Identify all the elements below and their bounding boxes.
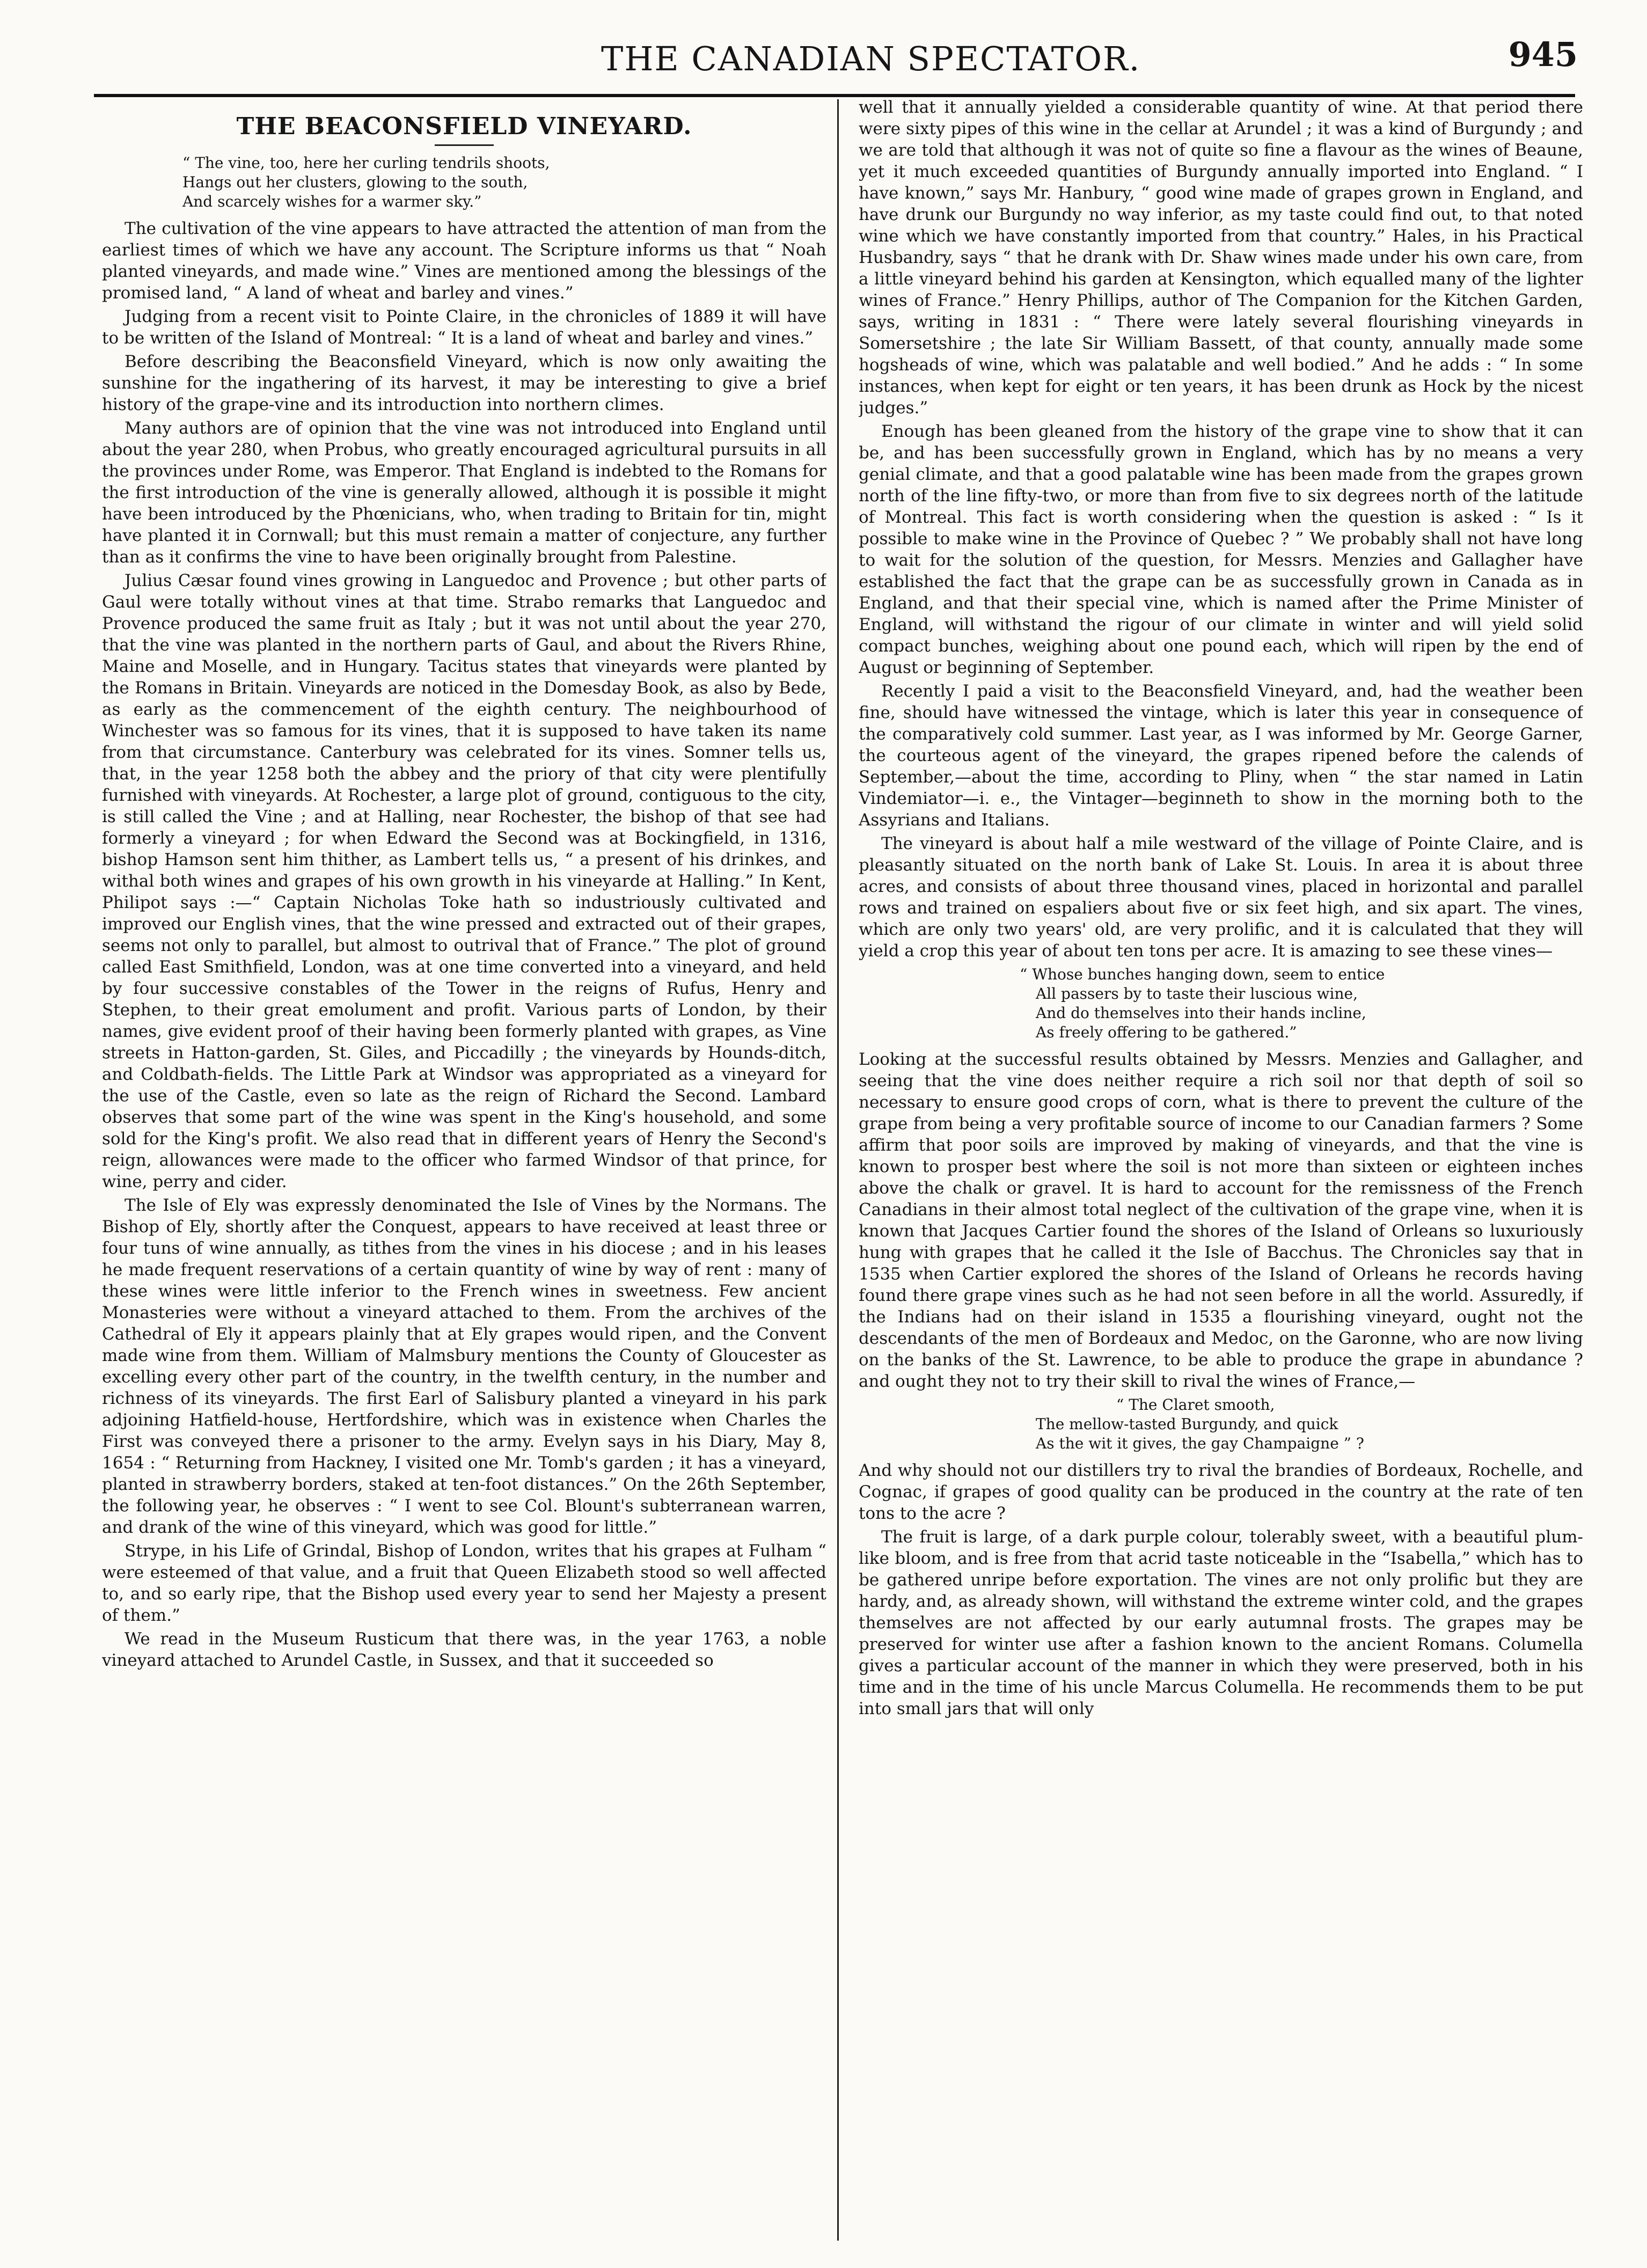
verse-line: As freely offering to be gathered.” — [1036, 1023, 1297, 1041]
paragraph: Julius Cæsar found vines growing in Languedoc and Provence ; but other parts of Gaul were totally without vines at that time. Strabo remarks that Languedoc and Provence produced the same fruit as Italy ; but it was not until about the year 270, that the vine was planted in the northern parts of Gaul, and about the Rivers Rhine, Maine and Moselle, and in Hungary. Tacitus states that vineyards were planted by the Romans in Britain. Vineyards are noticed in the Domesday Book, as also by Bede, as early as the commencement of the eighth century. The neighbourhood of Winchester was so famous for its vines, that it is supposed to have taken its name from that circumstance. Canterbury was celebrated for its vines. Somner tells us, that, in the year 1258 both the abbey and the priory of that city were plentifully furnished with vineyards. At Rochester, a large plot of ground, contiguous to the city, is still called the Vine ; and at Halling, near Rochester, the bishop of that see had formerly a vineyard ; for when Edward the Second was at Bockingfield, in 1316, bishop Hamson sent him thither, as Lambert tells us, “ a present of his drinkes, and withal both wines and grapes of his own growth in his vineyarde at Halling.” In Kent, Philipot says :—“ Captain Nicholas Toke hath so industriously cultivated and improved our English vines, that the wine pressed and extracted out of their grapes, seems not only to parallel, but almost to outrival that of France.” The plot of ground called East Smithfield, London, was at one time converted into a vineyard, and held by four successive constables of the Tower in the reigns of Rufus, Henry and Stephen, to their great emolument and profit. Various parts of London, by their names, give evident proof of their having been formerly planted with grapes, as Vine streets in Hatton-garden, St. Giles, and Piccadilly ; the vineyards by Hounds-ditch, and Coldbath-fields. The Little Park at Windsor was appropriated as a vineyard for the use of the Castle, even so late as the reign of Richard the Second. Lambard observes that some part of the wine was spent in the King's household, and some sold for the King's profit. We also read that in different years of Henry the Second's reign, allowances were made to the officer who farmed Windsor of that prince, for wine, perry and cider. — [102, 571, 826, 1191]
paragraph: well that it annually yielded a considerable quantity of wine. At that period there were sixty pipes of this wine in the cellar at Arundel ; it was a kind of Burgundy ; and we are told that although it was not of quite so fine a flavour as the wines of Beaune, yet it much exceeded quantities of Burgundy annually imported into England. “ I have known,” says Mr. Hanbury, “ good wine made of grapes grown in England, and have drunk our Burgundy no way inferior, as my taste could find out, to that noted wine which we have constantly imported from that country.” Hales, in his Practical Husbandry, says “ that he drank with Dr. Shaw wines made under his own care, from a little vineyard behind his garden at Kensington, which equalled many of the lighter wines of France.” Henry Phillips, author of The Companion for the Kitchen Garden, says, writing in 1831 : “ There were lately several flourishing vineyards in Somersetshire ; the late Sir William Bassett, of that county, annually made some hogsheads of wine, which was palatable and well bodied.” And he adds : “ In some instances, when kept for eight or ten years, it has been drunk as Hock by the nicest judges.” — [859, 98, 1583, 418]
verse-line: “ The Claret smooth, — [1116, 1396, 1275, 1414]
paragraph: Judging from a recent visit to Pointe Claire, in the chronicles of 1889 it will have to be written of the Island of Montreal: “ It is a land of wheat and barley and vines.” — [102, 307, 826, 348]
epigraph-line: And scarcely wishes for a warmer sky.” — [182, 193, 482, 210]
page-number: 945 — [1508, 35, 1578, 74]
left-column — [102, 97, 826, 2243]
right-column — [859, 97, 1583, 2243]
paragraph: The vineyard is about half a mile westward of the village of Pointe Claire, and is pleasantly situated on the north bank of Lake St. Louis. In area it is about three acres, and consists of about three thousand vines, placed in horizontal and parallel rows and trained on espaliers about five or six feet high, and six apart. The vines, which are only two years' old, are very prolific, and it is calculated that they will yield a crop this year of about ten tons per acre. It is amazing to see these vines— — [859, 834, 1583, 961]
title-rule — [435, 144, 494, 146]
epigraph — [102, 153, 826, 211]
page-header — [91, 30, 1578, 89]
verse-line: The mellow-tasted Burgundy, and quick — [1036, 1415, 1338, 1433]
column-divider — [837, 99, 839, 2241]
paragraph: And why should not our distillers try to rival the brandies of Bordeaux, Rochelle, and Cognac, if grapes of good quality can be produced in the country at the rate of ten tons to the acre ? — [859, 1461, 1583, 1523]
paragraph: Recently I paid a visit to the Beaconsfield Vineyard, and, had the weather been fine, should have witnessed the vintage, which is later this year in consequence of the comparatively cold summer. Last year, as I was informed by Mr. George Garner, the courteous agent of the vineyard, the grapes ripened before the calends of September,—about the time, according to Pliny, when “ the star named in Latin Vindemiator—i. e., the Vintager—beginneth to show in the morning both to the Assyrians and Italians. — [859, 682, 1583, 830]
paragraph: Looking at the successful results obtained by Messrs. Menzies and Gallagher, and seeing that the vine does neither require a rich soil nor that depth of soil so necessary to ensure good crops of corn, what is there to prevent the culture of the grape from being a very profitable source of income to our Canadian farmers ? Some affirm that poor soils are improved by making of vineyards, and that the vine is known to prosper best where the soil is not more than sixteen or eighteen inches above the chalk or gravel. It is hard to account for the remissness of the French Canadians in their almost total neglect of the cultivation of the grape vine, when it is known that Jacques Cartier found the shores of the Island of Orleans so luxuriously hung with grapes that he called it the Isle of Bacchus. The Chronicles say that in 1535 when Cartier explored the shores of the Island of Orleans he records having found there grape vines such as he had not seen before in all the world. Assuredly, if the Indians had on their island in 1535 a flourishing vineyard, ought not the descendants of the men of Bordeaux and Medoc, on the Garonne, who are now living on the banks of the St. Lawrence, to be able to produce the grape in abundance ? and ought they not to try their skill to rival the wines of France,— — [859, 1050, 1583, 1391]
epigraph-line: “ The vine, too, here her curling tendrils shoots, — [182, 154, 550, 172]
paragraph: Before describing the Beaconsfield Vineyard, which is now only awaiting the sunshine for the ingathering of its harvest, it may be interesting to give a brief history of the grape-vine and its introduction into northern climes. — [102, 352, 826, 414]
quoted-verse — [859, 965, 1583, 1042]
paragraph: The Isle of Ely was expressly denominated the Isle of Vines by the Normans. The Bishop of Ely, shortly after the Conquest, appears to have received at least three or four tuns of wine annually, as tithes from the vines in his diocese ; and in his leases he made frequent reservations of a certain quantity of wine by way of rent : many of these wines were little inferior to the French wines in sweetness. Few ancient Monasteries were without a vineyard attached to them. From the archives of the Cathedral of Ely it appears plainly that at Ely grapes would ripen, and the Convent made wine from them. William of Malmsbury mentions the County of Gloucester as excelling every other part of the country, in the twelfth century, in the number and richness of its vineyards. The first Earl of Salisbury planted a vineyard in his park adjoining Hatfield-house, Hertfordshire, which was in existence when Charles the First was conveyed there a prisoner to the army. Evelyn says in his Diary, May 8, 1654 : “ Returning from Hackney, I visited one Mr. Tomb's garden ; it has a vineyard, planted in strawberry borders, staked at ten-foot distances.” On the 26th September, the following year, he observes : “ I went to see Col. Blount's subterranean warren, and drank of the wine of this vineyard, which was good for little.” — [102, 1196, 826, 1537]
verse-line: “ Whose bunches hanging down, seem to entice — [1020, 965, 1385, 983]
paragraph: We read in the Museum Rusticum that there was, in the year 1763, a noble vineyard attached to Arundel Castle, in Sussex, and that it succeeded so — [102, 1629, 826, 1670]
paragraph: Enough has been gleaned from the history of the grape vine to show that it can be, and has been successfully grown in England, which has by no means a very genial climate, and that a good palatable wine has been made from the grapes grown north of the line fifty-two, or more than from five to six degrees north of the latitude of Montreal. This fact is worth considering when the question is asked : “ Is it possible to make wine in the Province of Quebec ? ” We probably shall not have long to wait for the solution of the question, for Messrs. Menzies and Gallagher have established the fact that the grape can be as successfully grown in Canada as in England, and that their special vine, which is named after the Prime Minister of England, will withstand the rigour of our climate in winter and will yield solid compact bunches, weighing about one pound each, which will ripen by the end of August or beginning of September. — [859, 422, 1583, 677]
paragraph: The fruit is large, of a dark purple colour, tolerably sweet, with a beautiful plum-like bloom, and is free from that acrid taste noticeable in the “Isabella,” which has to be gathered unripe before exportation. The vines are not only prolific but they are hardy, and, as already shown, will withstand the extreme winter cold, and the grapes themselves are not affected by our early autumnal frosts. The grapes may be preserved for winter use after a fashion known to the ancient Romans. Columella gives a particular account of the manner in which they were preserved, both in his time and in the time of his uncle Marcus Columella. He recommends them to be put into small jars that will only — [859, 1527, 1583, 1718]
verse-line: And do themselves into their hands incline, — [1036, 1004, 1366, 1022]
running-title: THE CANADIAN SPECTATOR. — [601, 39, 1141, 78]
quoted-verse — [859, 1395, 1583, 1453]
paragraph: Many authors are of opinion that the vine was not introduced into England until about the year 280, when Probus, who greatly encouraged agricultural pursuits in all the provinces under Rome, was Emperor. That England is indebted to the Romans for the first introduction of the vine is generally allowed, although it is possible it might have been introduced by the Phœnicians, who, when trading to Britain for tin, might have planted it in Cornwall; but this must remain a matter of conjecture, any further than as it confirms the vine to have been originally brought from Palestine. — [102, 419, 826, 567]
epigraph-line: Hangs out her clusters, glowing to the south, — [182, 173, 528, 191]
paragraph: Strype, in his Life of Grindal, Bishop of London, writes that his grapes at Fulham “ were esteemed of that value, and a fruit that Queen Elizabeth stood so well affected to, and so early ripe, that the Bishop used every year to send her Majesty a present of them.” — [102, 1541, 826, 1625]
verse-line: As the wit it gives, the gay Champaigne ” ? — [1036, 1435, 1364, 1452]
article-title: THE BEACONSFIELD VINEYARD. — [236, 113, 692, 140]
verse-line: All passers by to taste their luscious wine, — [1036, 985, 1358, 1003]
paragraph: The cultivation of the vine appears to have attracted the attention of man from the earliest times of which we have any account. The Scripture informs us that “ Noah planted vineyards, and made wine.” Vines are mentioned among the blessings of the promised land, “ A land of wheat and barley and vines.” — [102, 219, 826, 303]
